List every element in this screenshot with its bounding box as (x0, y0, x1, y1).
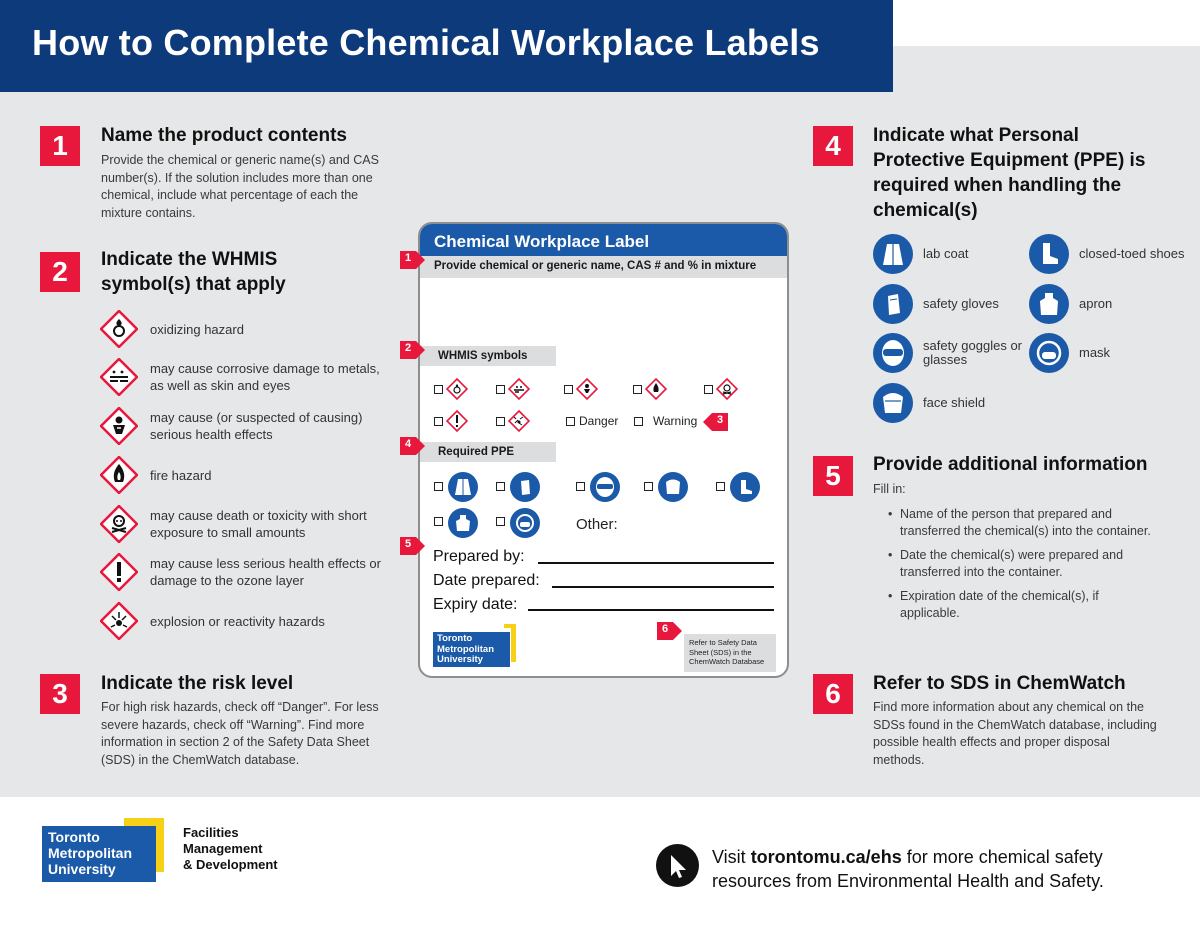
section-3-text: For high risk hazards, check off “Danger”. For less severe hazards, check off “Warning”. Find more information in section 2 of the Safety Data Sheet (SDS) in the ChemWatch database. (101, 700, 379, 767)
corrosion-icon (100, 358, 138, 396)
logo-line: Metropolitan (48, 845, 132, 861)
skull-crossbones-icon (100, 505, 138, 543)
required-ppe-tab: Required PPE (420, 442, 556, 462)
section-4-title: Indicate what Personal Protective Equipment (PPE) is required when handling the chemical(s) (873, 125, 1146, 221)
flag-1: 1 (400, 251, 416, 269)
lab-coat-icon (873, 234, 913, 274)
section-1-title: Name the product contents (101, 125, 347, 146)
prepared-by-label: Prepared by: (433, 548, 525, 565)
closed-toed-shoes-icon (1029, 234, 1069, 274)
date-prepared-label: Date prepared: (433, 572, 540, 589)
section-1-text: Provide the chemical or generic name(s) and CAS number(s). If the solution includes more than one chemical, include what percentage of each the mixture contains. (101, 153, 379, 220)
expiry-date-field[interactable] (528, 609, 774, 611)
hazard-description: may cause (or suspected of causing) serious health effects (150, 410, 363, 442)
flag-5: 5 (400, 537, 416, 555)
explosive-mini-icon (508, 410, 530, 432)
whmis-checkbox-explosive[interactable] (496, 417, 505, 426)
page-title: How to Complete Chemical Workplace Labels (32, 22, 820, 63)
header-white-strip (893, 0, 1200, 46)
logo-line: University (48, 861, 116, 877)
hazard-row (100, 553, 390, 591)
ppe-item (873, 333, 1033, 373)
danger-checkbox[interactable] (566, 417, 575, 426)
hazard-row (100, 505, 390, 543)
gloves-mini-icon (510, 472, 540, 502)
flag-2: 2 (400, 341, 416, 359)
section-5-title: Provide additional information (873, 454, 1148, 475)
danger-label: Danger (579, 414, 619, 428)
logo-line: Toronto (48, 829, 100, 845)
ppe-label: apron (1079, 296, 1113, 311)
mask-icon (1029, 333, 1069, 373)
hazard-description: oxidizing hazard (150, 321, 244, 337)
label-card-heading: Chemical Workplace Label (420, 224, 787, 256)
cursor-icon (656, 844, 699, 887)
section-3-title: Indicate the risk level (101, 673, 294, 694)
ppe-label: safety goggles or glasses (923, 338, 1023, 367)
hazard-description: fire hazard (150, 467, 212, 483)
prepared-by-field[interactable] (538, 562, 774, 564)
whmis-checkbox-exclamation[interactable] (434, 417, 443, 426)
hazard-row (100, 602, 390, 640)
flag-3: 3 (712, 413, 728, 431)
list-item: • Name of the person that prepared and transferred the chemical(s) into the container. (888, 506, 1158, 540)
ppe-item (1029, 333, 1189, 373)
ppe-checkbox-shoes[interactable] (716, 482, 725, 491)
flame-mini-icon (645, 378, 667, 400)
flame-over-circle-icon (100, 310, 138, 348)
list-item: • Expiration date of the chemical(s), if applicable. (888, 588, 1158, 622)
safety-goggles-icon (873, 333, 913, 373)
whmis-checkbox-skull[interactable] (704, 385, 713, 394)
title-bar (0, 0, 893, 92)
flame-icon (100, 456, 138, 494)
sds-note: Refer to Safety Data Sheet (SDS) in the ChemWatch Database (684, 634, 776, 672)
warning-checkbox[interactable] (634, 417, 643, 426)
dept-line: Facilities (183, 825, 239, 840)
visit-post: for more chemical safety (901, 847, 1103, 867)
ppe-checkbox-lab-coat[interactable] (434, 482, 443, 491)
ppe-label: lab coat (923, 246, 969, 261)
hazard-description: may cause corrosive damage to metals, as well as skin and eyes (150, 361, 380, 393)
ppe-item (1029, 284, 1189, 324)
hazard-row (100, 407, 390, 445)
ppe-label: mask (1079, 345, 1111, 360)
exclamation-mark-icon (100, 553, 138, 591)
department-name (183, 825, 278, 873)
ppe-checkbox-mask[interactable] (496, 517, 505, 526)
visit-line2: resources from Environmental Health and Safety. (712, 871, 1104, 891)
ppe-checkbox-apron[interactable] (434, 517, 443, 526)
hazard-description: may cause less serious health effects or damage to the ozone layer (150, 556, 381, 588)
health-hazard-mini-icon (576, 378, 598, 400)
expiry-date-label: Expiry date: (433, 596, 518, 613)
ppe-checkbox-face-shield[interactable] (644, 482, 653, 491)
section-5-intro: Fill in: (873, 482, 906, 496)
oxidizer-mini-icon (446, 378, 468, 400)
label-card-subheading: Provide chemical or generic name, CAS # and % in mixture (420, 256, 787, 278)
exploding-bomb-icon (100, 602, 138, 640)
hazard-row (100, 358, 390, 396)
exclamation-mini-icon (446, 410, 468, 432)
section-3-number: 3 (40, 674, 80, 714)
ehs-link[interactable]: torontomu.ca/ehs (750, 847, 902, 867)
hazard-description: may cause death or toxicity with short exposure to small amounts (150, 508, 367, 540)
section-2-title-line1: Indicate the WHMIS (101, 249, 278, 270)
section-5-bullets (888, 506, 1158, 629)
visit-message (712, 845, 1104, 893)
flag-4: 4 (400, 437, 416, 455)
skull-mini-icon (716, 378, 738, 400)
section-2-title-line2: symbol(s) that apply (101, 274, 286, 295)
apron-mini-icon (448, 508, 478, 538)
card-tmu-logo: Toronto Metropolitan University (433, 632, 510, 667)
list-item: • Date the chemical(s) were prepared and transferred into the container. (888, 547, 1158, 581)
footer-logo-accent-side (156, 818, 164, 872)
hazard-row (100, 456, 390, 494)
ppe-label: face shield (923, 395, 986, 410)
section-2-number: 2 (40, 252, 80, 292)
warning-label: Warning (653, 414, 698, 428)
apron-icon (1029, 284, 1069, 324)
ppe-item (873, 284, 1033, 324)
goggles-mini-icon (590, 472, 620, 502)
ppe-item (1029, 234, 1189, 274)
ppe-item (873, 383, 1033, 423)
whmis-symbols-tab: WHMIS symbols (420, 346, 556, 366)
section-4-number: 4 (813, 126, 853, 166)
visit-pre: Visit (712, 847, 751, 867)
footer-tmu-logo (42, 826, 156, 882)
ppe-checkbox-goggles[interactable] (576, 482, 585, 491)
ppe-other-label: Other: (576, 516, 618, 533)
dept-line: & Development (183, 857, 278, 872)
whmis-checkbox-corrosion[interactable] (496, 385, 505, 394)
section-6-text: Find more information about any chemical on the SDSs found in the ChemWatch database, including possible health effects and proper disposal methods. (873, 700, 1157, 767)
hazard-row (100, 310, 390, 348)
mask-mini-icon (510, 508, 540, 538)
chemical-label-card (418, 222, 789, 678)
face-shield-icon (873, 383, 913, 423)
flag-6: 6 (657, 622, 673, 640)
ppe-checkbox-gloves[interactable] (496, 482, 505, 491)
lab-coat-mini-icon (448, 472, 478, 502)
ppe-item (873, 234, 1033, 274)
section-1-number: 1 (40, 126, 80, 166)
dept-line: Management (183, 841, 263, 856)
section-6-title: Refer to SDS in ChemWatch (873, 673, 1126, 694)
section-6-number: 6 (813, 674, 853, 714)
footer (0, 797, 1200, 927)
shoes-mini-icon (730, 472, 760, 502)
ppe-label: closed-toed shoes (1079, 246, 1185, 261)
date-prepared-field[interactable] (552, 586, 774, 588)
ppe-label: safety gloves (923, 296, 999, 311)
hazard-description: explosion or reactivity hazards (150, 613, 325, 629)
whmis-checkbox-flame[interactable] (633, 385, 642, 394)
health-hazard-icon (100, 407, 138, 445)
corrosion-mini-icon (508, 378, 530, 400)
section-5-number: 5 (813, 456, 853, 496)
card-logo-accent-side (511, 624, 516, 662)
safety-gloves-icon (873, 284, 913, 324)
face-shield-mini-icon (658, 472, 688, 502)
whmis-checkbox-health-hazard[interactable] (564, 385, 573, 394)
whmis-checkbox-oxidizer[interactable] (434, 385, 443, 394)
